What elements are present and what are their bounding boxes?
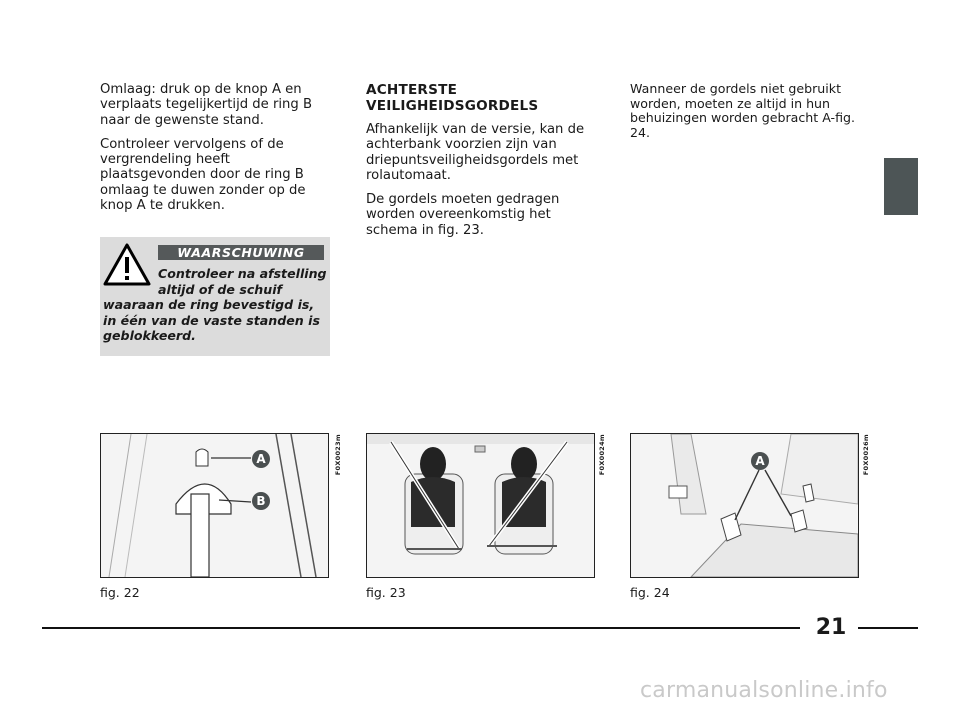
middle-paragraph-1: Afhankelijk van de versie, kan de achterbank voorzien zijn van driepuntsveiligheidsgordels met rolautomaat. (366, 122, 585, 183)
figure-24-code: F0X0026m (862, 434, 870, 476)
warning-text-end: waaraan de ring bevestigd is, in één van de vaste standen is geblokkeerd. (103, 297, 320, 344)
figure-22-caption: fig. 22 (100, 585, 140, 600)
label-a-text: A (256, 452, 266, 466)
section-heading (366, 82, 602, 114)
heading-line-1: ACHTERSTE (366, 82, 458, 98)
middle-column (366, 82, 602, 247)
figure-23-code: F0X0024m (598, 434, 606, 476)
page-number: 21 (815, 615, 847, 640)
label-b-badge (252, 492, 270, 510)
label-a-badge (252, 450, 270, 468)
figure-24-belt-stowage (630, 433, 859, 578)
warning-triangle-icon (102, 242, 152, 287)
warning-box (100, 237, 330, 356)
footer-rule-left (42, 627, 800, 629)
heading-line-2: VEILIGHEIDSGORDELS (366, 98, 539, 114)
label-b-text: B (256, 494, 266, 508)
warning-title: WAARSCHUWING (158, 245, 324, 260)
figure-23-caption: fig. 23 (366, 585, 406, 600)
left-column (100, 82, 336, 222)
left-paragraph-2: Controleer vervolgens of de vergrendeling heeft plaatsgevonden door de ring B omlaag te duwen zonder op de knop A te drukken. (100, 136, 306, 214)
figure-23-rear-seat-belts (366, 433, 595, 578)
middle-paragraph-2: De gordels moeten gedragen worden overeenkomstig het schema in fig. 23. (366, 192, 560, 238)
left-paragraph-1: Omlaag: druk op de knop A en verplaats tegelijkertijd de ring B naar de gewenste stand. (100, 82, 313, 128)
right-column (630, 82, 870, 149)
right-paragraph-1: Wanneer de gordels niet gebruikt worden, moeten ze altijd in hun behuizingen worden gebracht A-fig. 24. (630, 81, 856, 140)
figure-24-caption: fig. 24 (630, 585, 670, 600)
figure-22-code: F0X0023m (334, 434, 342, 476)
label-a-text-fig24: A (755, 454, 765, 468)
watermark: carmanualsonline.info (640, 678, 888, 703)
footer-rule-right (858, 627, 918, 629)
section-tab-marker (884, 158, 918, 215)
figure-22-seatbelt-height-adjuster (100, 433, 329, 578)
label-a-badge-fig24 (751, 452, 769, 470)
warning-text-start: Controleer na afstelling altijd of de schuif (158, 266, 327, 297)
